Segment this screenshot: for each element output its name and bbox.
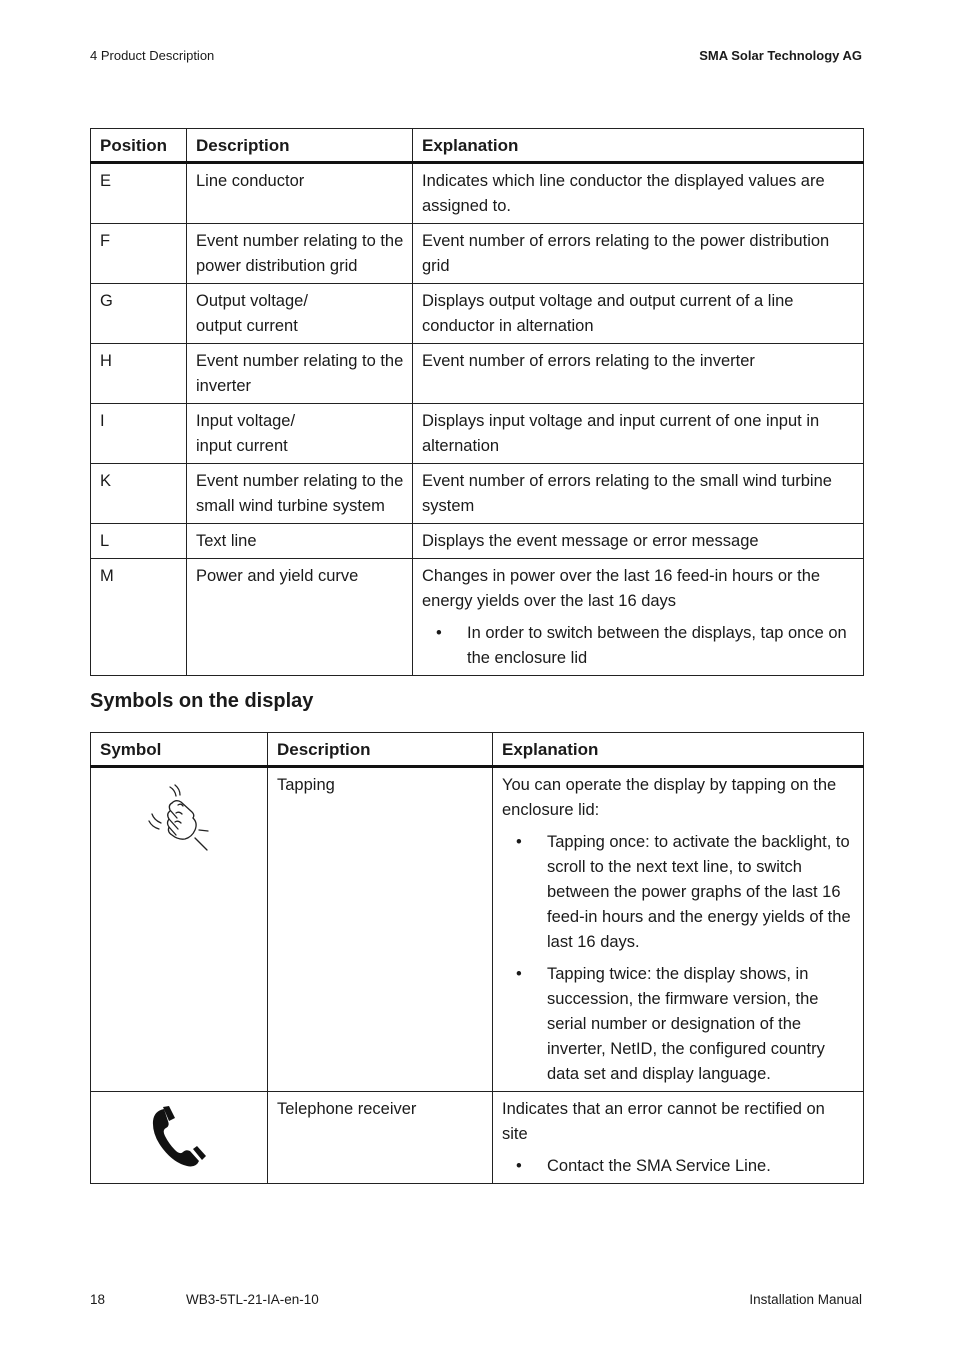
section-title: Symbols on the display [90,690,314,712]
explanation-text: You can operate the display by tapping on the enclosure lid: [502,776,837,819]
table-row [91,1092,864,1184]
description-cell: Event number relating to the power distribution grid [187,224,413,284]
header-section: 4 Product Description [90,48,215,63]
bullet-item [502,1154,855,1179]
symbol-cell [91,767,268,1092]
explanation-cell: Displays the event message or error message [413,524,864,559]
description-cell: Event number relating to the small wind turbine system [187,464,413,524]
position-cell: E [91,163,187,224]
explanation-cell [413,559,864,676]
document-code: WB3-5TL-21-IA-en-10 [186,1292,319,1307]
bullet-item [502,962,855,1087]
table-row [91,284,864,344]
bullet-marker: • [516,833,522,851]
tapping-hand-icon [142,781,218,857]
manual-title: Installation Manual [749,1292,862,1307]
position-cell: G [91,284,187,344]
description-cell: Output voltage/ output current [187,284,413,344]
explanation-cell: Displays output voltage and output current of a line conductor in alternation [413,284,864,344]
table-row [91,344,864,404]
description-cell: Line conductor [187,163,413,224]
bullet-marker: • [516,965,522,983]
column-header-description: Description [268,733,493,767]
description-cell: Telephone receiver [268,1092,493,1184]
bullet-text: Contact the SMA Service Line. [547,1157,771,1175]
explanation-cell: Event number of errors relating to the power distribution grid [413,224,864,284]
table-row [91,559,864,676]
description-cell: Power and yield curve [187,559,413,676]
bullet-text: Tapping twice: the display shows, in succession, the firmware version, the serial number or designation of the inverter, NetID, the configured country data set and display language. [547,965,825,1083]
page-header [90,48,862,63]
page-number: 18 [90,1292,106,1307]
bullet-marker: • [436,624,442,642]
position-cell: M [91,559,187,676]
position-cell: F [91,224,187,284]
table-row [91,464,864,524]
explanation-cell [493,767,864,1092]
bullet-text: In order to switch between the displays, tap once on the enclosure lid [467,624,847,667]
description-cell: Event number relating to the inverter [187,344,413,404]
bullet-item [422,621,855,671]
table-row [91,163,864,224]
table-row [91,767,864,1092]
description-cell: Input voltage/ input current [187,404,413,464]
symbol-cell [91,1092,268,1184]
column-header-explanation: Explanation [413,129,864,163]
column-header-description: Description [187,129,413,163]
explanation-cell: Indicates which line conductor the displayed values are assigned to. [413,163,864,224]
table-row [91,224,864,284]
bullet-text: Tapping once: to activate the backlight, to scroll to the next text line, to switch between the power graphs of the last 16 feed-in hours and the energy yields of the last 16 days. [547,833,851,951]
explanation-cell: Event number of errors relating to the inverter [413,344,864,404]
bullet-marker: • [516,1157,522,1175]
explanation-cell: Event number of errors relating to the small wind turbine system [413,464,864,524]
bullet-item [502,830,855,955]
telephone-receiver-icon [150,1105,210,1169]
column-header-position: Position [91,129,187,163]
explanation-text: Changes in power over the last 16 feed-in hours or the energy yields over the last 16 days [422,567,821,610]
header-company: SMA Solar Technology AG [699,48,862,63]
column-header-symbol: Symbol [91,733,268,767]
position-cell: I [91,404,187,464]
table-header-row [91,733,864,767]
explanation-cell: Displays input voltage and input current of one input in alternation [413,404,864,464]
position-cell: L [91,524,187,559]
explanation-text: Indicates that an error cannot be rectified on site [502,1100,825,1143]
positions-table [90,128,864,676]
position-cell: K [91,464,187,524]
description-cell: Text line [187,524,413,559]
position-cell: H [91,344,187,404]
symbols-table [90,732,864,1184]
explanation-cell [493,1092,864,1184]
table-header-row [91,129,864,163]
description-cell: Tapping [268,767,493,1092]
table-row [91,524,864,559]
column-header-explanation: Explanation [493,733,864,767]
table-row [91,404,864,464]
